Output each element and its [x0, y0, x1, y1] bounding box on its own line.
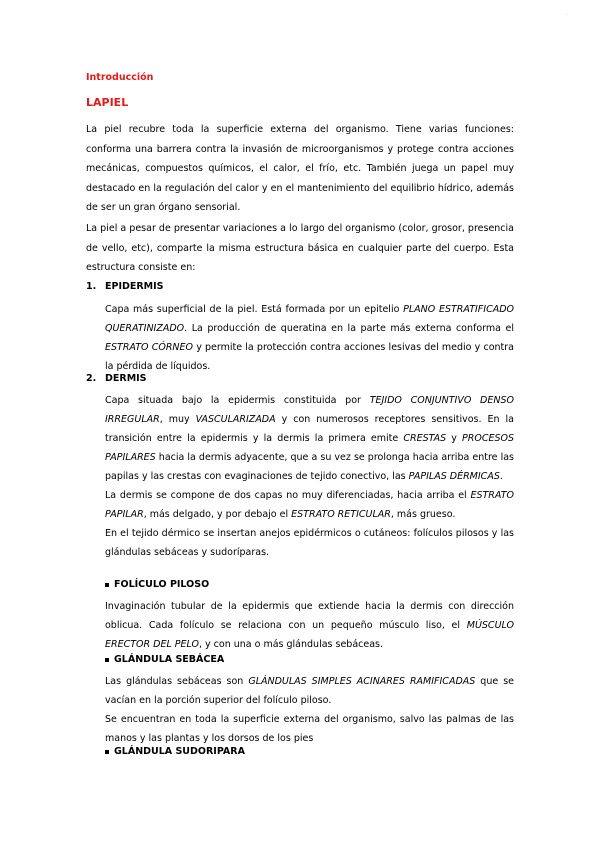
- foliculo-text: [105, 597, 514, 654]
- bullet-square-icon: [105, 658, 109, 662]
- text-run: Capa más superficial de la piel. Está formada por un epitelio: [105, 304, 404, 315]
- dermis-number: 2.: [86, 373, 97, 384]
- text-run: que se vacían en la porción superior del folículo piloso.: [105, 676, 514, 706]
- italic-term: TEJIDO CONJUNTIVO DENSO IRREGULAR: [105, 395, 514, 425]
- text-run: Invaginación tubular de la epidermis que extiende hacia la dermis con dirección oblicua. Cada folículo se relaciona con un pequeño músculo liso, el: [105, 601, 514, 631]
- italic-term: CRESTAS: [403, 433, 447, 444]
- italic-term: ESTRATO PAPILAR: [105, 490, 514, 520]
- text-run: La dermis se compone de dos capas no muy diferenciadas, hacia arriba el: [105, 490, 471, 501]
- sebacea-paragraph-1: [105, 672, 514, 710]
- glandula-sudoripara-title: GLÁNDULA SUDORIPARA: [114, 746, 245, 757]
- text-run: Capa situada bajo la epidermis constituida por: [105, 395, 370, 406]
- epidermis-heading: [86, 281, 164, 292]
- dermis-paragraph-2: [105, 486, 514, 524]
- intro-title: Introducción: [86, 72, 154, 83]
- dermis-heading: [86, 373, 147, 384]
- foliculo-heading: [105, 579, 209, 590]
- bullet-square-icon: [105, 583, 109, 587]
- text-run: . La producción de queratina en la parte más externa conforma el: [184, 323, 514, 334]
- bullet-square-icon: [105, 750, 109, 754]
- italic-term: PLANO ESTRATIFICADO QUERATINIZADO: [105, 304, 514, 334]
- glandula-sebacea-text: [105, 672, 514, 748]
- text-run: hacia la dermis adyacente, que a su vez se prolonga hacia arriba entre las papilas y las crestas con evaginaciones de tejido conectivo, las: [105, 452, 514, 482]
- epidermis-number: 1.: [86, 281, 97, 292]
- text-run: .: [499, 471, 503, 482]
- text-run: y: [446, 433, 463, 444]
- dermis-title: DERMIS: [105, 373, 147, 384]
- section-title: LAPIEL: [86, 96, 129, 109]
- italic-term: GLÁNDULAS SIMPLES ACINARES RAMIFICADAS: [248, 676, 476, 687]
- text-run: , muy: [159, 414, 196, 425]
- dermis-paragraph-3: En el tejido dérmico se insertan anejos epidérmicos o cutáneos: folículos pilosos y las glándulas sebáceas y sudoríparas.: [105, 528, 514, 558]
- epidermis-title: EPIDERMIS: [105, 281, 164, 292]
- italic-term: ESTRATO RETICULAR: [291, 509, 391, 520]
- sebacea-paragraph-2: Se encuentran en toda la superficie externa del organismo, salvo las palmas de las manos y las plantas y los dorsos de los pies: [105, 714, 514, 744]
- paragraph-2: La piel a pesar de presentar variaciones a lo largo del organismo (color, grosor, presencia de vello, etc), comparte la misma estructura básica en cualquier parte del cuerpo. Esta estructura consiste en:: [86, 223, 514, 273]
- italic-term: VASCULARIZADA: [195, 414, 276, 425]
- corner-mark: ·: [566, 12, 568, 19]
- text-run: y con numerosos receptores sensitivos. En la transición entre la epidermis y la dermis la primera emite: [105, 414, 514, 444]
- text-run: y permite la protección contra acciones lesivas del medio y contra la pérdida de líquidos.: [105, 342, 515, 372]
- epidermis-text: [105, 300, 514, 376]
- glandula-sebacea-title: GLÁNDULA SEBÁCEA: [114, 654, 225, 665]
- text-run: Las glándulas sebáceas son: [105, 676, 249, 687]
- dermis-text: [105, 391, 514, 562]
- text-run: , más delgado, y por debajo el: [143, 509, 292, 520]
- foliculo-title: FOLÍCULO PILOSO: [114, 579, 210, 590]
- glandula-sudoripara-heading: [105, 746, 245, 757]
- text-run: , y con una o más glándulas sebáceas.: [198, 639, 384, 650]
- italic-term: MÚSCULO ERECTOR DEL PELO: [105, 620, 514, 650]
- text-run: , más grueso.: [390, 509, 456, 520]
- italic-term: ESTRATO CÓRNEO: [105, 342, 194, 353]
- glandula-sebacea-heading: [105, 654, 224, 665]
- dermis-paragraph-1: [105, 391, 514, 486]
- italic-term: PAPILAS DÉRMICAS: [408, 471, 500, 482]
- paragraph-1: La piel recubre toda la superficie externa del organismo. Tiene varias funciones: conforma una barrera contra la invasión de microorganismos y protege contra acciones mecánicas, compuestos químicos, el calor, el frío, etc. También juega un papel muy destacado en la regulación del calor y en el mantenimiento del equilibrio hídrico, además de ser un gran órgano sensorial.: [86, 124, 514, 213]
- italic-term: PROCESOS PAPILARES: [105, 433, 515, 463]
